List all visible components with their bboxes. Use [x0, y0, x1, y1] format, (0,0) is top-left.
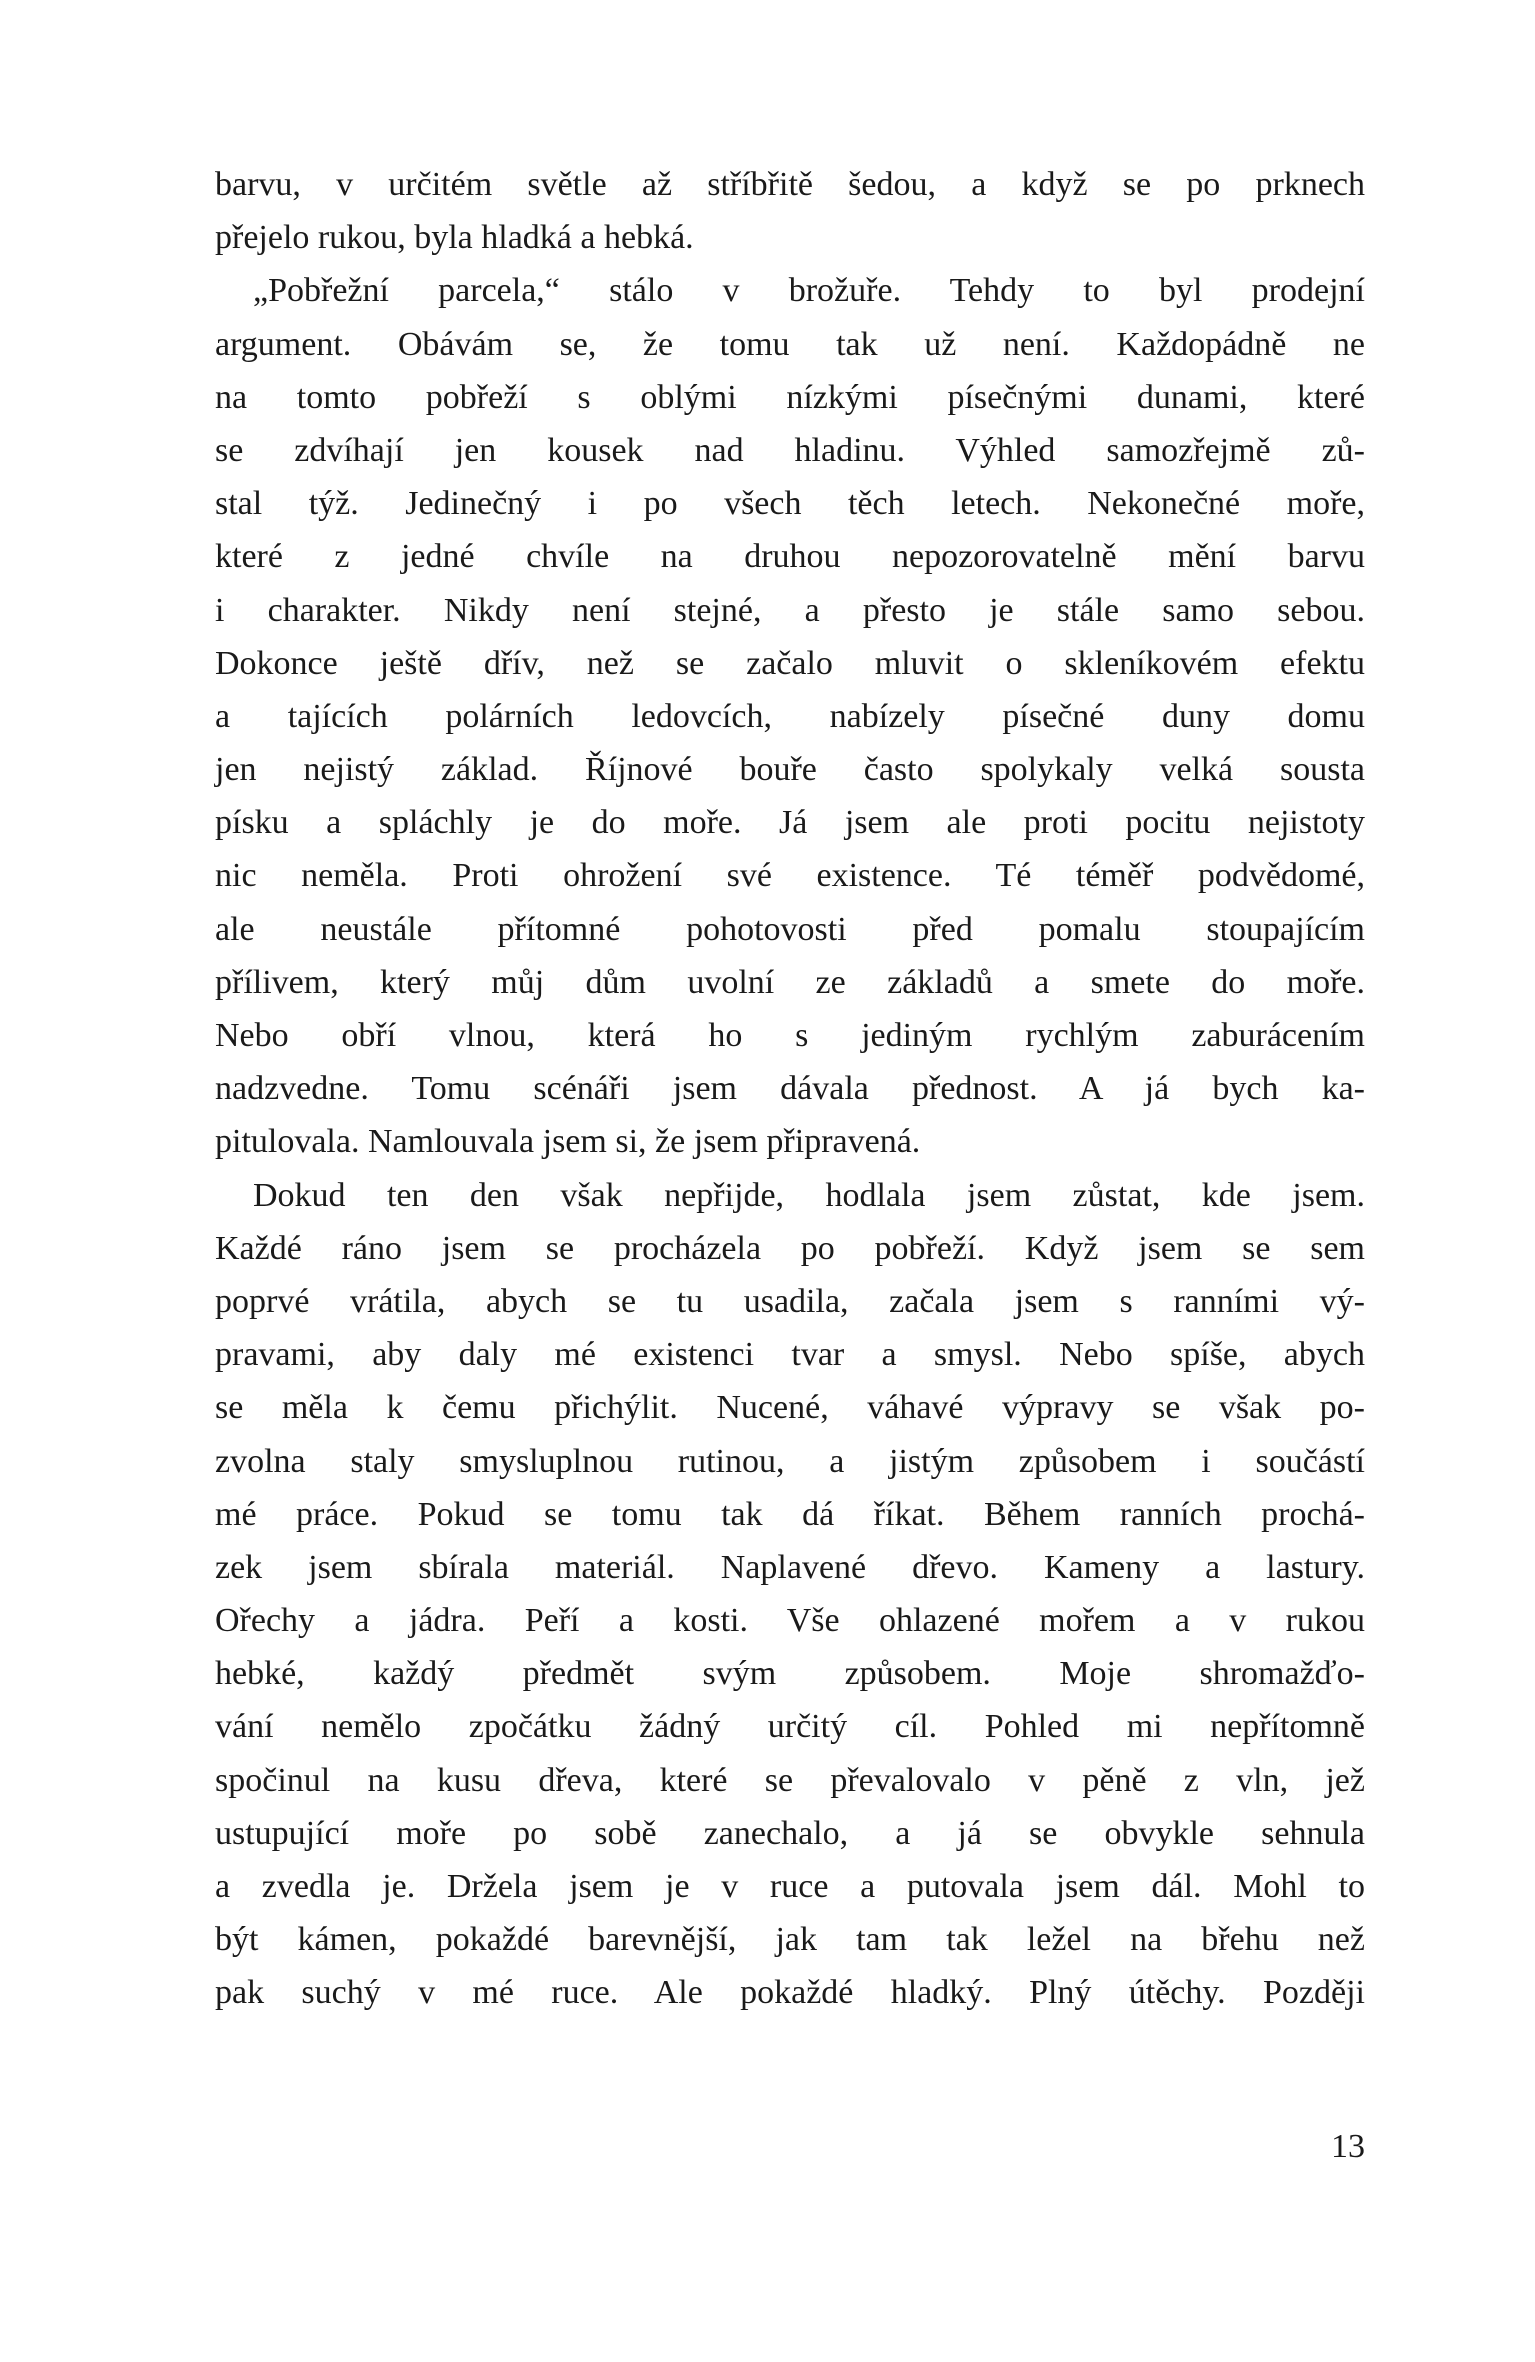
- text-line: Každé ráno jsem se procházela po pobřeží. Když jsem se sem: [215, 1229, 1365, 1267]
- text-line: mé práce. Pokud se tomu tak dá říkat. Během ranních prochá-: [215, 1495, 1365, 1533]
- text-line: zek jsem sbírala materiál. Naplavené dřevo. Kameny a lastury.: [215, 1548, 1365, 1586]
- text-line: poprvé vrátila, abych se tu usadila, začala jsem s ranními vý-: [215, 1282, 1365, 1320]
- text-line: být kámen, pokaždé barevnější, jak tam tak ležel na břehu než: [215, 1921, 1365, 1959]
- text-line: jen nejistý základ. Říjnové bouře často spolykaly velká sousta: [215, 751, 1365, 789]
- text-line: Nebo obří vlnou, která ho s jediným rychlým zaburácením: [215, 1017, 1365, 1054]
- page-number: 13: [1331, 2128, 1365, 2165]
- text-line: pitulovala. Namlouvala jsem si, že jsem připravená.: [215, 1123, 921, 1161]
- text-line: ale neustále přítomné pohotovosti před pomalu stoupajícím: [215, 910, 1365, 948]
- text-line: stal týž. Jedinečný i po všech těch letech. Nekonečné moře,: [215, 485, 1365, 523]
- text-line: písku a spláchly je do moře. Já jsem ale proti pocitu nejistoty: [215, 804, 1365, 842]
- text-line: pravami, aby daly mé existenci tvar a smysl. Nebo spíše, abych: [215, 1336, 1365, 1374]
- text-line: na tomto pobřeží s oblými nízkými písečnými dunami, které: [215, 378, 1365, 416]
- text-line: argument. Obávám se, že tomu tak už není. Každopádně ne: [215, 325, 1365, 363]
- text-line: a zvedla je. Držela jsem je v ruce a putovala jsem dál. Mohl to: [215, 1868, 1365, 1905]
- text-line: a tajících polárních ledovcích, nabízely písečné duny domu: [215, 697, 1365, 735]
- text-line: nic neměla. Proti ohrožení své existence. Té téměř podvědomé,: [215, 857, 1365, 895]
- text-line: se měla k čemu přichýlit. Nucené, váhavé výpravy se však po-: [215, 1389, 1365, 1427]
- text-line: Dokonce ještě dřív, než se začalo mluvit o skleníkovém efektu: [215, 644, 1365, 682]
- text-line: i charakter. Nikdy není stejné, a přesto je stále samo sebou.: [215, 591, 1365, 629]
- text-line: Ořechy a jádra. Peří a kosti. Vše ohlazené mořem a v rukou: [215, 1602, 1365, 1640]
- text-line: vání nemělo zpočátku žádný určitý cíl. Pohled mi nepřítomně: [215, 1708, 1365, 1746]
- text-line: nadzvedne. Tomu scénáři jsem dávala přednost. A já bych ka-: [215, 1070, 1365, 1108]
- text-line: spočinul na kusu dřeva, které se převalovalo v pěně z vln, jež: [215, 1761, 1365, 1799]
- text-line: hebké, každý předmět svým způsobem. Moje shromažďo-: [215, 1655, 1365, 1693]
- text-line: se zdvíhají jen kousek nad hladinu. Výhled samozřejmě zů-: [215, 431, 1365, 469]
- text-line: barvu, v určitém světle až stříbřitě šedou, a když se po prknech: [215, 166, 1365, 203]
- text-line: ustupující moře po sobě zanechalo, a já se obvykle sehnula: [215, 1814, 1365, 1852]
- text-line: přílivem, který můj dům uvolní ze základů a smete do moře.: [215, 963, 1365, 1001]
- text-line: Dokud ten den však nepřijde, hodlala jsem zůstat, kde jsem.: [253, 1176, 1365, 1214]
- text-line: „Pobřežní parcela,“ stálo v brožuře. Tehdy to byl prodejní: [253, 272, 1365, 310]
- text-line: přejelo rukou, byla hladká a hebká.: [215, 219, 694, 257]
- text-line: které z jedné chvíle na druhou nepozorovatelně mění barvu: [215, 538, 1365, 576]
- text-line: pak suchý v mé ruce. Ale pokaždé hladký. Plný útěchy. Později: [215, 1974, 1365, 2012]
- body-text: [215, 158, 1365, 2020]
- text-line: zvolna staly smysluplnou rutinou, a jistým způsobem i součástí: [215, 1442, 1365, 1480]
